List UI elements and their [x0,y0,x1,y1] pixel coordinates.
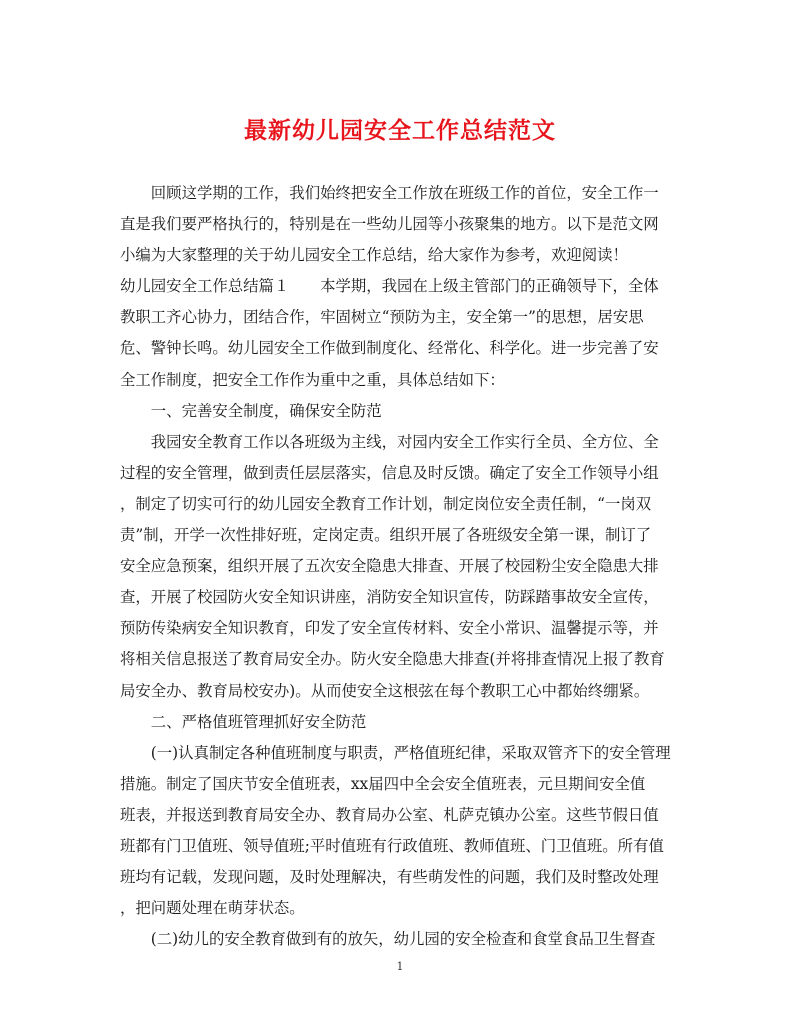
page-number: 1 [396,960,404,973]
body-line: 全工作制度，把安全工作作为重中之重，具体总结如下： [120,370,505,389]
body-line: 措施。制定了国庆节安全值班表，xx届四中全会安全值班表，元旦期间安全值 [120,774,646,793]
body-line: 责”制，开学一次性排好班，定岗定责。组织开展了各班级安全第一课，制订了 [120,526,652,545]
body-line: 我园安全教育工作以各班级为主线，对园内安全工作实行全员、全方位、全 [120,432,659,451]
body-line: ，制定了切实可行的幼儿园安全教育工作计划，制定岗位安全责任制，“一岗双 [120,494,652,513]
document-body [120,178,686,955]
body-line: 班均有记载，发现问题，及时处理解决，有些萌发性的问题，我们及时整改处理 [120,868,659,887]
body-line: 危、警钟长鸣。幼儿园安全工作做到制度化、经常化、科学化。进一步完善了安 [120,339,659,358]
document-title: 最新幼儿园安全工作总结范文 [244,118,556,144]
body-line: 班都有门卫值班、领导值班;平时值班有行政值班、教师值班、门卫值班。所有值 [120,836,664,855]
body-line: 教职工齐心协力，团结合作，牢固树立“预防为主，安全第一”的思想，居安思 [120,308,644,327]
body-line: ，把问题处理在萌芽状态。 [120,899,305,918]
body-line: 查，开展了校园防火安全知识讲座，消防安全知识宣传，防踩踏事故安全宣传， [120,588,659,607]
body-line: 班表，并报送到教育局安全办、教育局办公室、札萨克镇办公室。这些节假日值 [120,805,659,824]
body-line: 局安全办、教育局校安办)。从而使安全这根弦在每个教职工心中都始终绷紧。 [120,681,650,700]
body-line: 幼儿园安全工作总结篇１ 本学期，我园在上级主管部门的正确领导下，全体 [120,277,659,296]
body-line: 直是我们要严格执行的，特别是在一些幼儿园等小孩聚集的地方。以下是范文网 [120,215,659,234]
body-line: 二、严格值班管理抓好安全防范 [120,712,367,731]
body-line: (二)幼儿的安全教育做到有的放矢，幼儿园的安全检查和食堂食品卫生督查 [120,930,656,949]
body-line: 预防传染病安全知识教育，印发了安全宣传材料、安全小常识、温馨提示等，并 [120,619,659,638]
body-line: 安全应急预案，组织开展了五次安全隐患大排查、开展了校园粉尘安全隐患大排 [120,557,659,576]
body-line: 过程的安全管理，做到责任层层落实，信息及时反馈。确定了安全工作领导小组 [120,463,659,482]
body-line: (一)认真制定各种值班制度与职责，严格值班纪律，采取双管齐下的安全管理 [120,743,671,762]
body-line: 一、完善安全制度，确保安全防范 [120,401,382,420]
body-line: 小编为大家整理的关于幼儿园安全工作总结，给大家作为参考，欢迎阅读！ [120,246,628,265]
body-line: 回顾这学期的工作，我们始终把安全工作放在班级工作的首位，安全工作一 [120,184,659,202]
body-line: 将相关信息报送了教育局安全办。防火安全隐患大排查(并将排查情况上报了教育 [120,650,665,669]
